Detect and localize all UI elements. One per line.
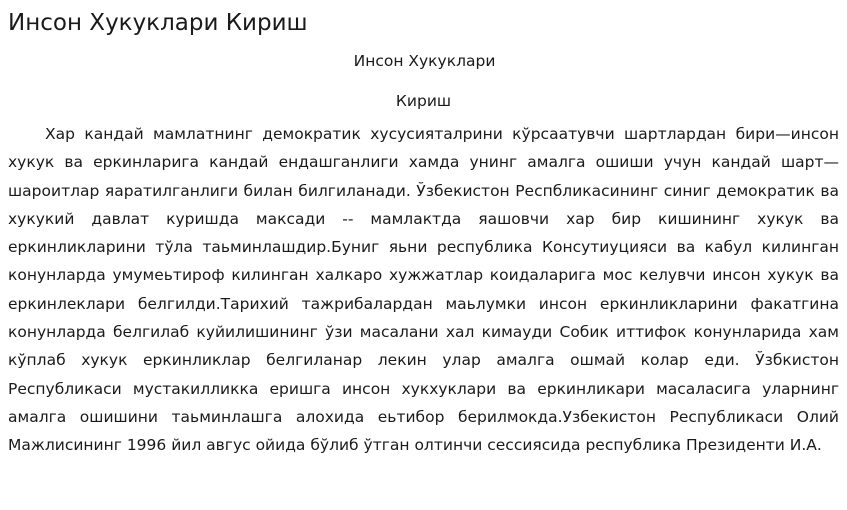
section-heading: Кириш: [395, 92, 452, 110]
body-paragraph: Хар кандай мамлатнинг демократик хусусияталрини кўрсаатувчи шартлардан бири—инсон хукук ва еркинларига кандай ендашганлиги хамда унинг амалга ошиши учун кандай шарт—шароитлар яаратилганлиги билан билгиланади. Ўзбекистон Респбликасининг синиг демократик ва хукукий давлат куришда максади -- мамлактда яашовчи хар бир кишининг хукук ва еркинликларини тўла таьминлашдир.Буниг яьни республика Консутиуцияси ва кабул килинган конунларда умумеьтироф килинган халкаро хужжатлар коидаларига мос келувчи инсон хукук ва еркинлеклари белгилди.Тарихий тажрибалардан маьлумки инсон еркинликларини факатгина конунларда белгилаб куйилишининг ўзи масалани хал кимауди Собик иттифок конунларида хам кўплаб хукук еркинликлар белгиланар лекин улар амалга ошмай колар еди. Ўзбкистон Республикаси мустакилликка еришга инсон хукхуклари ва еркинликари масаласига уларнинг амалга ошишини таьминлашга алохида еьтибор берилмокда.Узбекистон Республикаси Олий Мажлисининг 1996 йил авгус ойида бўлиб ўтган олтинчи сессиясида республика Президенти И.А.: [8, 125, 839, 455]
document-title: Инсон Хукуклари Кириш: [8, 10, 308, 36]
document-subtitle: Инсон Хукуклари: [353, 52, 496, 70]
